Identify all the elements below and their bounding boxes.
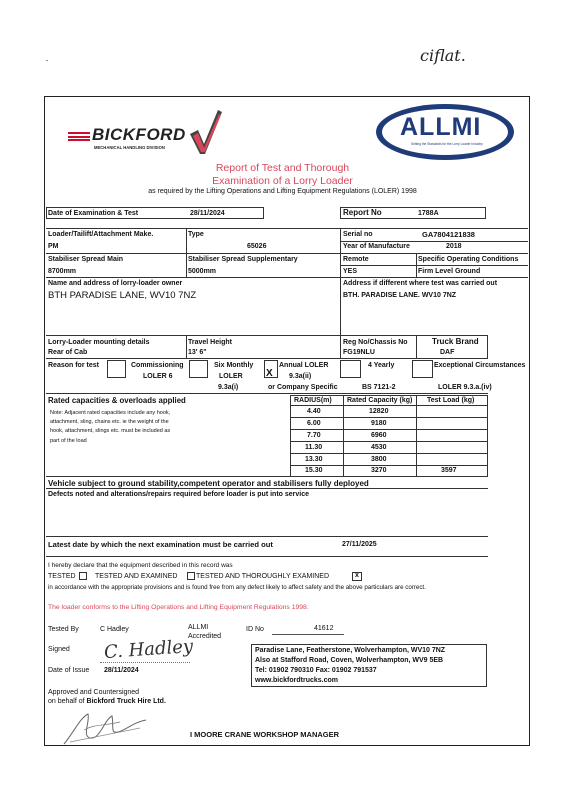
note-line: Note: Adjacent rated capacities include any hook, [50, 410, 171, 416]
table-row-radius: 4.40 [307, 408, 321, 415]
issue-date-label: Date of Issue [48, 667, 90, 674]
company-address-line1: Paradise Lane, Featherstone, Wolverhampton, WV10 7NZ [255, 647, 446, 654]
table-row-radius: 15.30 [305, 467, 323, 474]
table-row-radius: 11.30 [305, 444, 323, 451]
table-row-capacity: 3800 [371, 456, 387, 463]
col-capacity: Rated Capacity (kg) [347, 397, 413, 404]
reg-value: FG19NLU [343, 349, 375, 356]
commissioning-label-1: Commissioning [131, 362, 184, 369]
test-address-label: Address if different where test was carried out [343, 280, 498, 287]
remote-value: YES [343, 268, 358, 275]
manager-name: I MOORE CRANE WORKSHOP MANAGER [190, 730, 340, 739]
declaration-line3: in accordance with the appropriate provisions and is found free from any defect likely to affect safety and the above particulars are correct. [48, 584, 426, 591]
declaration-tested: TESTED [48, 573, 76, 580]
col-radius: RADIUS(m) [294, 397, 332, 404]
type-value: 65026 [247, 243, 267, 250]
exam-date-label: Date of Examination & Test [48, 210, 139, 217]
make-value: PM [48, 243, 59, 250]
defects-label: Defects noted and alterations/repairs required before loader is put into service [48, 491, 310, 498]
table-row-capacity: 12820 [369, 408, 389, 415]
issue-date-value: 28/11/2024 [104, 667, 139, 674]
annual-loler-label-1: Annual LOLER [279, 362, 329, 369]
approved-line1: Approved and Countersigned [48, 689, 140, 696]
col-test-load: Test Load (kg) [427, 397, 475, 404]
report-no-value: 1788A [418, 210, 439, 217]
table-row-capacity: 6960 [371, 432, 387, 439]
spread-supp-value: 5000mm [188, 268, 217, 275]
six-monthly-label-3: 9.3a(i) [218, 384, 239, 391]
six-monthly-label-1: Six Monthly [214, 362, 254, 369]
accredited-label: Accredited [188, 633, 222, 640]
bickford-subtitle: MECHANICAL HANDLING DIVISION [94, 145, 165, 150]
reg-label: Reg No/Chassis No [343, 339, 408, 346]
owner-address-label: Name and address of lorry-loader owner [48, 280, 183, 287]
tested-examined-checkbox[interactable] [187, 572, 195, 580]
annual-loler-mark: X [266, 368, 273, 379]
table-row-capacity: 3270 [371, 467, 387, 474]
travel-height-value: 13' 6" [188, 349, 207, 356]
company-website: www.bickfordtrucks.com [255, 677, 338, 684]
note-line: attachment, sling, chains etc. ie the weight of the [50, 419, 169, 426]
tested-by-value: C Hadley [100, 626, 129, 633]
table-row-test: 3597 [441, 467, 457, 474]
next-exam-value: 27/11/2025 [342, 541, 377, 548]
countersignature-icon [60, 708, 150, 748]
spread-main-value: 8700mm [48, 268, 77, 275]
id-label: ID No [246, 626, 264, 633]
travel-height-label: Travel Height [188, 339, 232, 346]
spread-main-label: Stabiliser Spread Main [48, 256, 124, 263]
reason-label: Reason for test [48, 362, 99, 369]
bickford-logo [68, 108, 228, 156]
capacities-note [50, 409, 190, 446]
table-row-capacity: 4530 [371, 444, 387, 451]
conforms-statement: The loader conforms to the Lifting Operations and Lifting Equipment Regulations 1998. [48, 604, 309, 611]
note-line: part of the load [50, 437, 87, 444]
type-label: Type [188, 231, 204, 238]
signed-label: Signed [48, 646, 70, 653]
approved-company: Bickford Truck Hire Ltd. [86, 698, 166, 705]
exceptional-label: Exceptional Circumstances [434, 362, 526, 369]
truck-brand-value: DAF [440, 349, 455, 356]
corner-note: ciflat. [420, 46, 466, 65]
tested-checkbox[interactable] [79, 572, 87, 580]
year-label: Year of Manufacture [343, 243, 410, 250]
spread-supp-label: Stabiliser Spread Supplementary [188, 256, 298, 263]
conditions-label: Specific Operating Conditions [418, 256, 519, 263]
loler-934-label: LOLER 9.3.a.(iv) [438, 384, 492, 391]
serial-value: GA7804121838 [422, 230, 475, 239]
allmi-logo [376, 104, 516, 162]
commissioning-label-2: LOLER 6 [143, 373, 173, 380]
declaration-line1: I hereby declare that the equipment described in this record was [48, 562, 233, 569]
company-specific-label: or Company Specific [268, 384, 338, 391]
report-title-line2: Examination of a Lorry Loader [212, 175, 353, 187]
allmi-label: ALLMI [188, 624, 209, 631]
check-mark-icon [188, 108, 224, 156]
truck-brand-label: Truck Brand [432, 337, 479, 346]
tested-by-label: Tested By [48, 626, 79, 633]
exam-date-value: 28/11/2024 [190, 210, 225, 217]
exceptional-checkbox[interactable] [412, 360, 433, 378]
id-value: 41612 [314, 625, 334, 632]
report-title-line1: Report of Test and Thorough [215, 162, 350, 174]
bs-label: BS 7121-2 [362, 384, 396, 391]
annual-loler-label-2: 9.3a(ii) [289, 373, 312, 380]
report-title-line3: as required by the Lifting Operations and Lifting Equipment Regulations (LOLER) 1998 [148, 188, 417, 195]
vehicle-note: Vehicle subject to ground stability,competent operator and stabilisers fully deployed [48, 479, 369, 488]
conditions-value: Firm Level Ground [418, 268, 481, 275]
capacities-heading: Rated capacities & overloads applied [48, 396, 186, 405]
declaration-tested-examined: TESTED AND EXAMINED [95, 573, 178, 580]
year-value: 2018 [446, 243, 462, 250]
four-yearly-label: 4 Yearly [368, 362, 395, 369]
mounting-value: Rear of Cab [48, 349, 88, 356]
thoroughly-examined-mark: x [355, 572, 359, 579]
red-stripes-icon [68, 132, 90, 141]
commissioning-checkbox[interactable] [107, 360, 126, 378]
next-exam-label: Latest date by which the next examination must be carried out [48, 540, 273, 549]
make-label: Loader/Tailift/Attachment Make. [48, 231, 154, 238]
six-monthly-label-2: LOLER [219, 373, 243, 380]
approved-line2 [48, 698, 166, 706]
approved-behalf: on behalf of [48, 698, 85, 705]
table-row-radius: 13.30 [305, 456, 323, 463]
mounting-label: Lorry-Loader mounting details [48, 339, 150, 346]
note-line: hook, attachment, slings etc. must be included as [50, 428, 171, 435]
serial-label: Serial no [343, 231, 373, 238]
test-address-value: BTH. PARADISE LANE. WV10 7NZ [343, 292, 457, 299]
remote-label: Remote [343, 256, 369, 263]
four-yearly-checkbox[interactable] [340, 360, 361, 378]
table-row-radius: 7.70 [307, 432, 321, 439]
declaration-thoroughly-examined: TESTED AND THOROUGHLY EXAMINED [196, 573, 330, 580]
company-address-line2: Also at Stafford Road, Coven, Wolverhampton, WV9 5EB [255, 657, 444, 664]
table-row-radius: 6.00 [307, 420, 321, 427]
company-address-line3: Tel: 01902 790310 Fax: 01902 791537 [255, 667, 377, 674]
report-no-label: Report No [343, 208, 382, 217]
allmi-name: ALLMI [400, 113, 482, 141]
six-monthly-checkbox[interactable] [189, 360, 208, 378]
table-row-capacity: 9180 [371, 420, 387, 427]
owner-address-value: BTH PARADISE LANE, WV10 7NZ [48, 290, 197, 301]
corner-dot [46, 60, 48, 61]
allmi-tagline: Setting the Standards for the Lorry Loader Industry [411, 142, 483, 146]
bickford-name: BICKFORD [92, 125, 186, 144]
signature: C. Hadley [103, 635, 194, 664]
